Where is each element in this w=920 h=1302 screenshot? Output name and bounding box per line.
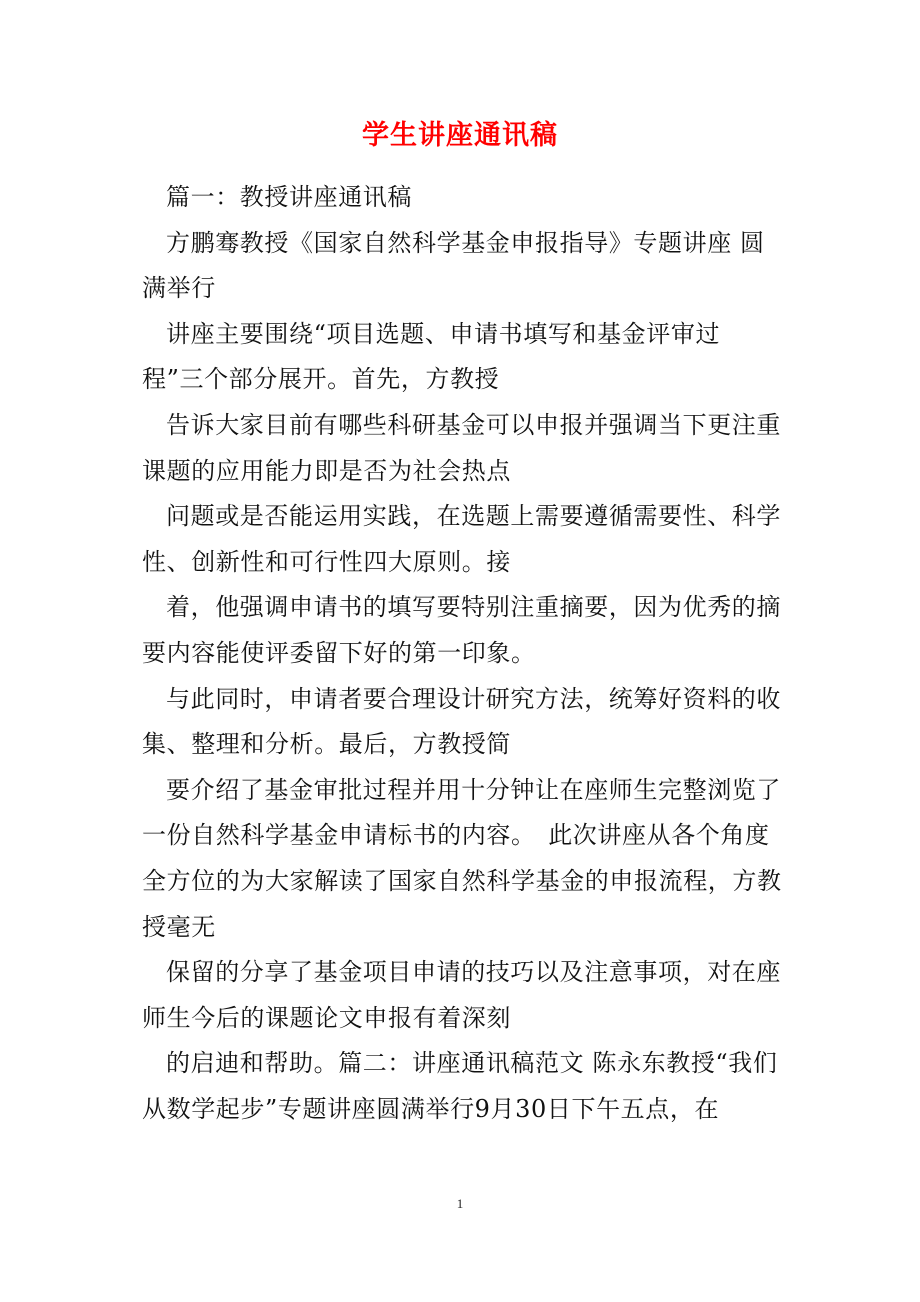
- paragraph: 与此同时，申请者要合理设计研究方法，统筹好资料的收集、整理和分析。最后，方教授简: [142, 684, 781, 759]
- paragraph: 着，他强调申请书的填写要特别注重摘要，因为优秀的摘要内容能使评委留下好的第一印象。: [142, 593, 781, 667]
- title-container: [0, 118, 920, 154]
- paragraph: 问题或是否能运用实践，在选题上需要遵循需要性、科学性、创新性和可行性四大原则。接: [142, 502, 781, 576]
- paragraph: 讲座主要围绕“项目选题、申请书填写和基金评审过程”三个部分展开。首先，方教授: [142, 319, 721, 394]
- paragraph-lecture-heading: 方鹏骞教授《国家自然科学基金申报指导》专题讲座 圆满举行: [142, 228, 765, 303]
- paragraph: 要介绍了基金审批过程并用十分钟让在座师生完整浏览了一份自然科学基金申请标书的内容。 此次讲座从各个角度全方位的为大家解读了国家自然科学基金的申报流程，方教授毫无: [142, 775, 782, 941]
- page-number: 1: [456, 1196, 464, 1211]
- document-body: [142, 175, 782, 1132]
- document-title: 学生讲座通讯稿: [362, 120, 558, 151]
- paragraph: 告诉大家目前有哪些科研基金可以申报并强调当下更注重课题的应用能力即是否为社会热点: [142, 410, 781, 485]
- paragraph-section-heading: 篇一：教授讲座通讯稿: [166, 183, 412, 211]
- paragraph: 的启迪和帮助。篇二：讲座通讯稿范文 陈永东教授“我们从数学起步”专题讲座圆满举行9月30日下午五点，在: [142, 1049, 778, 1123]
- paragraph: 保留的分享了基金项目申请的技巧以及注意事项，对在座师生今后的课题论文申报有着深刻: [142, 958, 781, 1032]
